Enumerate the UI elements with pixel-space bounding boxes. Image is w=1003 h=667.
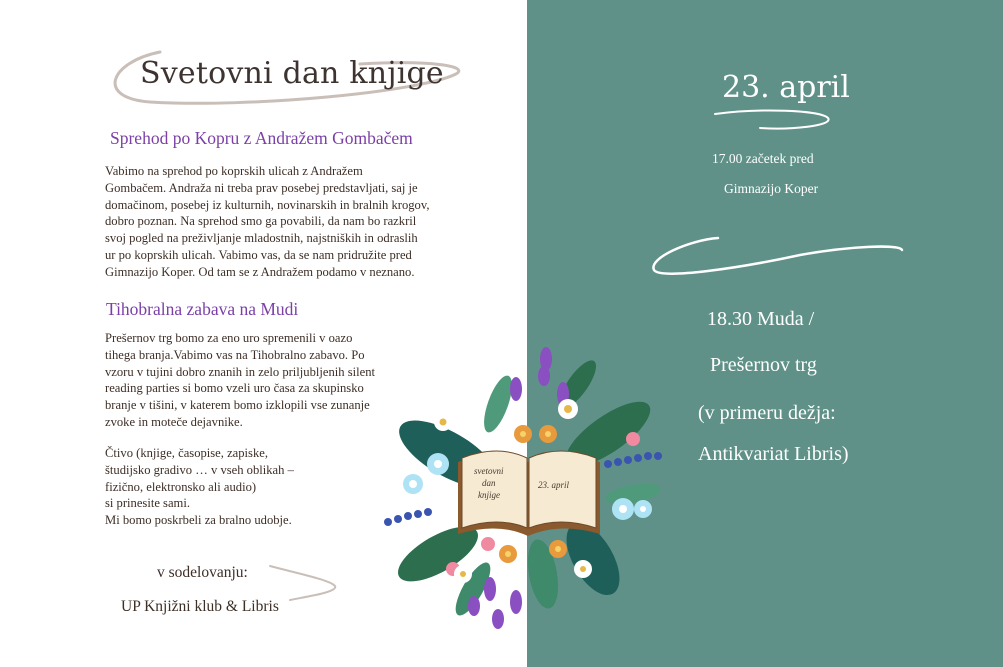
body-line: domačinom, posebej iz kulturnih, novinarskih in bralnih krogov,: [105, 197, 430, 212]
book-right-date: 23. april: [538, 480, 570, 490]
partners-text: UP Knjižni klub & Libris: [121, 598, 279, 615]
body-line: Vabimo na sprehod po koprskih ulicah z Andražem: [105, 164, 363, 178]
body-line: si prinesite sami.: [105, 496, 190, 511]
book-icon: [458, 451, 600, 536]
body-line: študijsko gradivo … v vseh oblikah –: [105, 462, 294, 477]
start-location: Gimnazijo Koper: [724, 181, 819, 196]
body-line: reading parties si bomo vzeli uro časa za skupinsko: [105, 381, 364, 396]
body-line: Gombačem. Andraža ni treba prav posebej predstavljati, saj je: [105, 180, 418, 195]
event2-place: Prešernov trg: [710, 354, 817, 376]
start-time: 17.00 začetek pred: [712, 151, 814, 166]
body-line: tihega branja.Vabimo vas na Tihobralno zabavo. Po: [105, 347, 365, 362]
body-line: Prešernov trg bomo za eno uro spremenili v oazo: [105, 331, 353, 345]
body-line: branje v tišini, v katerem bomo izklopili vse zunanje: [105, 398, 370, 413]
body-line: dobro poznan. Na sprehod smo ga povabili, da nam bo razkril: [105, 214, 417, 229]
event2-time: 18.30 Muda /: [707, 308, 815, 330]
event2-rain-location: Antikvariat Libris): [698, 443, 849, 465]
poster-title: Svetovni dan knjige: [140, 56, 444, 91]
book-left-line-1: svetovni: [474, 466, 504, 476]
body-line: svoj pogled na preživljanje mladostnih, najstniških in odraslih: [105, 231, 418, 246]
body-line: Gimnazijo Koper. Od tam se z Andražem podamo v neznano.: [105, 264, 415, 279]
body-line: Čtivo (knjige, časopise, zapiske,: [105, 446, 268, 460]
flower-book-illustration: [378, 344, 678, 644]
book-left-line-3: knjige: [478, 490, 500, 500]
body-line: ur po koprskih ulicah. Vabimo vas, da se nam pridružite pred: [105, 247, 412, 262]
event2-rain-note: (v primeru dežja:: [698, 402, 836, 424]
body-line: zvoke in moteče dejavnike.: [105, 414, 243, 429]
body-line: fizično, elektronsko ali audio): [105, 479, 257, 494]
section2-body: [105, 330, 405, 431]
book-left-line-2: dan: [482, 478, 496, 488]
section1-heading: Sprehod po Kopru z Andražem Gombačem: [110, 128, 413, 148]
reading-note: [105, 445, 345, 529]
collab-swoosh: [270, 566, 335, 600]
body-line: vzoru v tujini dobro znanih in zelo priljubljenih silent: [105, 364, 376, 379]
collaboration-label: v sodelovanju:: [157, 564, 248, 581]
section1-body: [105, 163, 475, 281]
event-date: 23. april: [722, 70, 850, 105]
body-line: Mi bomo poskrbeli za bralno udobje.: [105, 513, 292, 528]
section2-heading: Tihobralna zabava na Mudi: [106, 299, 299, 319]
